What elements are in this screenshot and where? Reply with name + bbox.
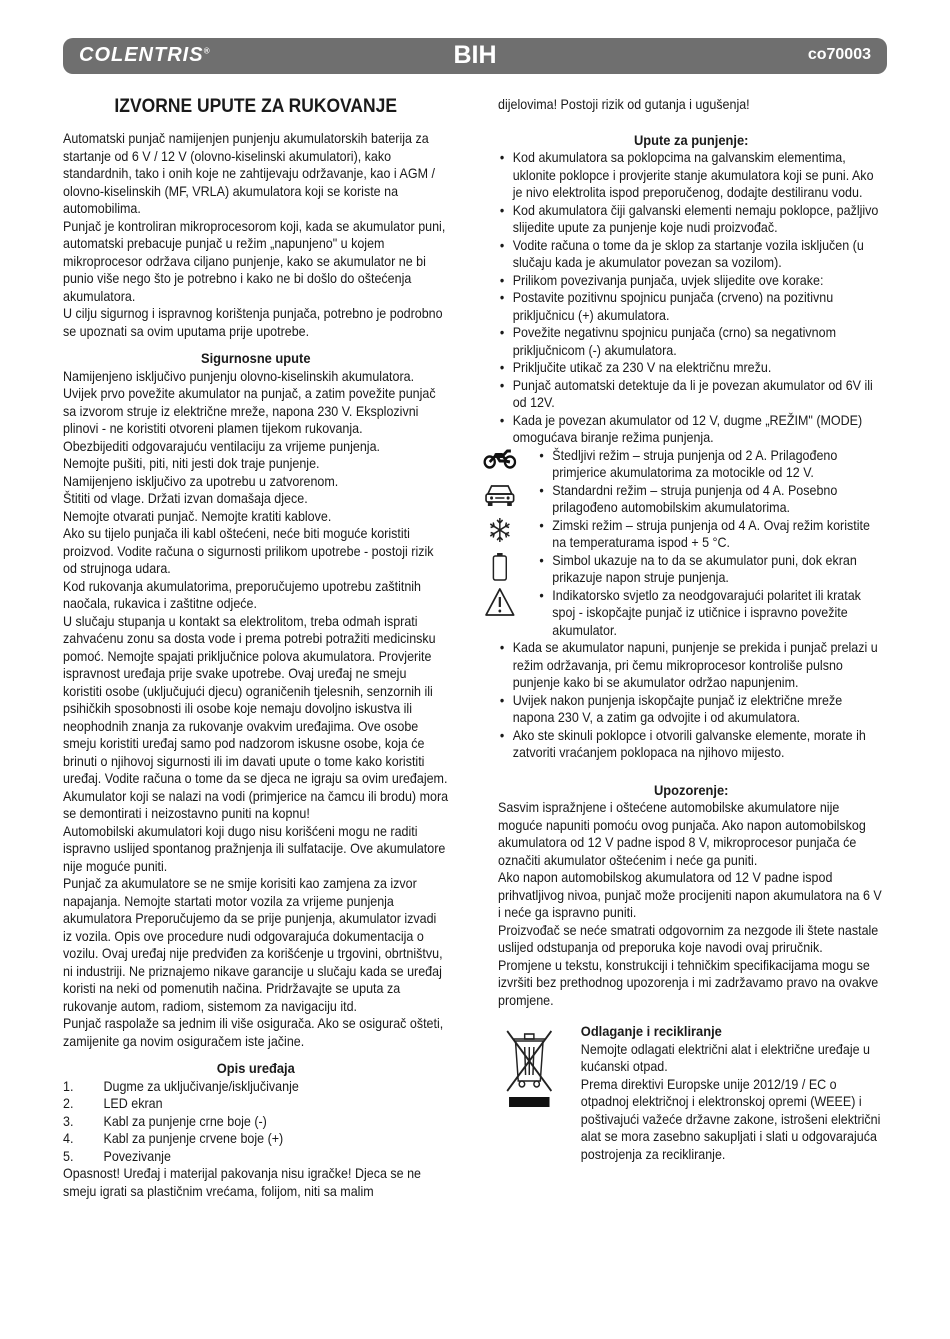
list-item: 4. Kabl za punjenje crvene boje (+) [63,1131,284,1146]
safety-paragraph: Namijenjeno isključivo punjenju olovno-kiselinskih akumulatora. Uvijek prvo povežite akumulator na punjač, a zatim povežite punjač sa izvorom struje iz električne mreže, napona 230 V. Eksplozivni plinovi - ne koristiti otvoreni plamen tijekom rukovanja. [63,368,436,436]
safety-paragraph: Obezbijediti odgovarajuću ventilaciju za vrijeme punjenja. [63,438,381,454]
safety-paragraph: Punjač za akumulatore se ne smije korisiti kao zamjena za izvor napajanja. Nemojte startati motor vozila za vrijeme punjenja akumulatora Preporučujemo da se prije punjenja, akumulator izvadi iz vozila. Opis ove procedure nudi odgovarajuća dokumentacija o vozilu. Ovaj uređaj nije predviđen za korišćenje u trgovini, obrtništvu, ni industriji. Ne priznajemo nikave garancije u slučaju kada se uređaj koristi na neki od pomenutih načina. Pridržavajte se uputa za rukovanje autom, radiom, sistemom za navigaciju itd. [63,876,443,1014]
disposal-paragraph: Prema direktivi Europske unije 2012/19 / EC o otpadnoj električnoj i elektronskoj opremi (WEEE) i poštivajući važeće državne zakone, istrošeni električni alat se mora zasebno sakupljati i slati u odgovarajuća postrojenja za recikliranje. [580,1076,881,1162]
intro-paragraph: Punjač je kontroliran mikroprocesorom koji, kada se akumulator puni, automatski prebacuje punjač u režim „napunjeno" u kojem mikroprocesor održava ciljano punjenje, kako se akumulator ne bi punio više nego što je potrebno i kako ne bi došlo do oštećenja akumulatora. [63,218,446,304]
snowflake-icon [481,517,518,553]
warning-paragraph: Promjene u tekstu, konstrukciji i tehničkim specifikacijama mogu se izvršiti bez prethodnog upozorenja i mi zadržavamo pravo na ovakve promjene. [498,957,879,1008]
continuation-text: dijelovima! Postoji rizik od gutanja i ugušenja! [498,97,750,112]
safety-paragraph: Kod rukovanja akumulatorima, preporučujemo upotrebu zaštitnih naočala, rukavica i zaštitne odjeće. [63,578,422,611]
intro-paragraph: Automatski punjač namijenjen punjenju akumulatorskih baterija za startanje od 6 V / 12 V (olovno-kiselinski akumulatori), kako standardnih, tako i onih koje ne zahtijevaju održavanje, kao i AGM / olovno-kiselinskih (MF, VRLA) akumulatora koji se koriste na automobilima. [63,131,435,216]
description-heading: Opis uređaja [216,1060,295,1076]
right-column [498,96,884,1173]
list-item: 3. Kabl za punjenje crne boje (-) [63,1113,267,1129]
intro-paragraph: U cilju sigurnog i ispravnog korištenja punjača, potrebno je podrobno se upoznati sa ovim uputama prije upotrebe. [63,306,443,339]
disposal-paragraph: Nemojte odlagati električni alat i električne uređaje u kućanski otpad. [580,1041,870,1074]
list-item: • Kada je povezan akumulator od 12 V, dugme „REŽIM" (MODE) omogućava biranje režima punjenja. [498,412,884,447]
list-item: • Kod akumulatora čiji galvanski elementi nemaju poklopce, pažljivo slijedite upute za punjenje koje nudi proizvođač. [498,202,884,237]
safety-paragraph: Ako su tijelo punjača ili kabl oštećeni, neće biti moguće koristiti proizvod. Vodite računa o sigurnosti prilikom upotrebe - postoji rizik od strujnoga udara. [63,526,434,576]
brand-name: COLENTRIS [79,44,204,66]
safety-paragraph: U slučaju stupanja u kontakt sa elektrolitom, treba odmah isprati zahvaćenu zonu sa dosta vode i prema potrebi potražiti medicinsku pomoć. Nemojte spajati priključnice polova akumulatora. Provjerite ispravnost uređaja prije svake upotrebe. Ovaj uređaj ne smeju koristiti osobe (uključujući djecu) ograničenih tjelesnih, senzornih ili psihičkih sposobnosti ili osobe koje nemaju dovoljno iskustva ili neophodnih znanja za rukovanje ovakvim uređajima. Ove osobe smeju koristiti uređaj samo pod nadzorom iskusne osobe, koja će brinuti o njihovoj sigurnosti ili im davati upute o tome kako koristiti uređaj. Vodite računa o tome da se djeca ne igraju sa ovim uređajem. [63,613,448,786]
mode-item-polarity-warning [498,587,884,640]
parts-list [63,1078,448,1166]
crossed-bin-icon [502,1025,557,1109]
warning-heading: Upozorenje: [653,781,729,798]
list-item: 2. LED ekran [63,1096,163,1111]
mode-text: • Zimski režim – struja punjenja od 4 A. Ovaj režim koristite na temperaturama ispod + 5 °C. [539,517,884,552]
list-item: • Vodite računa o tome da je sklop za startanje vozila isključen (u slučaju kada je akumulator povezan sa vozilom). [498,237,884,272]
charging-after-list [498,639,884,762]
mode-text: • Indikatorsko svjetlo za neodgovarajući polaritet ili kratak spoj - iskopčajte punjač iz utičnice i ispravno povežite akumulator. [539,587,884,640]
list-item: • Postavite pozitivnu spojnicu punjača (crveno) na pozitivnu priključnicu (+) akumulatora. [498,289,884,324]
list-item: 1. Dugme za uključivanje/isključivanje [63,1078,299,1094]
list-item: • Povežite negativnu spojnicu punjača (crno) sa negativnom priključnicom (-) akumulatora. [498,324,884,359]
page-header [63,38,887,74]
mode-item-economy [498,447,884,482]
charging-list [498,149,884,447]
mode-text: • Standardni režim – struja punjenja od 4 A. Posebno prilagođeno automobilskim akumulatorima. [539,482,884,517]
disposal-section [498,1023,884,1173]
mode-text: • Simbol ukazuje na to da se akumulator puni, dok ekran prikazuje napon struje punjenja. [539,552,884,587]
disposal-heading: Odlaganje i recikliranje [580,1023,722,1039]
mode-item-winter [498,517,884,552]
list-item: • Kod akumulatora sa poklopcima na galvanskim elementima, uklonite poklopce i provjerite stanje akumulatora koji se puni. Ako je nivo elektrolita ispod preporučenog, dodajte destiliranu vodu. [498,149,884,202]
safety-paragraph: Automobilski akumulatori koji dugo nisu korišćeni mogu ne raditi ispravno uslijed spontanog pražnjenja ili sulfatacije. Ove akumulatore nije moguće puniti. [63,823,446,874]
mode-item-charging-symbol [498,552,884,587]
list-item: • Kada se akumulator napuni, punjenje se prekida i punjač prelazi u režim održavanja, pri čemu mikroprocesor kontroliše pulsno punjenje kako bi se akumulator održao napunjenim. [498,639,884,692]
list-item: • Uvijek nakon punjenja iskopčajte punjač iz električne mreže napona 230 V, a zatim ga odvojite i od akumulatora. [498,692,884,727]
country-code: BIH [453,41,497,69]
list-item: • Priključite utikač za 230 V na električnu mrežu. [498,359,884,377]
document-title: IZVORNE UPUTE ZA RUKOVANJE [114,96,398,117]
motorcycle-icon [481,447,518,483]
car-icon [481,482,518,518]
list-item: • Ako ste skinuli poklopce i otvorili galvanske elemente, morate ih zatvoriti vraćanjem poklopaca na njihovo mijesto. [498,727,884,762]
warning-paragraph: Proizvođač se neće smatrati odgovornim za nezgode ili štete nastale uslijed odstupanja od preporuka koje navodi ovaj priručnik. [498,922,879,955]
battery-icon [481,552,518,588]
mode-item-standard [498,482,884,517]
list-item: 5. Povezivanje [63,1148,171,1164]
list-item: • Prilikom povezivanja punjača, uvjek slijedite ove korake: [498,272,884,290]
safety-paragraph: Nemojte otvarati punjač. Nemojte kratiti kablove. [63,508,332,524]
warning-icon [481,587,518,623]
left-column [63,96,448,1200]
mode-text: • Štedljivi režim – struja punjenja od 2 A. Prilagođeno primjerice akumulatorima za motocikle od 12 V. [539,447,884,482]
product-code: co70003 [807,46,871,63]
safety-paragraph: Punjač raspolaže sa jednim ili više osigurača. Ako se osigurač ošteti, zamijenite ga novim osiguračem iste jačine. [63,1016,444,1049]
warning-paragraph: Ako napon automobilskog akumulatora od 12 V padne ispod prihvatljivog nivoa, punjač može procijeniti napon akumulatora na 6 V i neće ga ispravno puniti. [498,870,882,920]
danger-paragraph: Opasnost! Uređaj i materijal pakovanja nisu igračke! Djeca se ne smeju igrati sa plastičnim vrećama, folijom, niti sa malim [63,1166,422,1199]
safety-heading: Sigurnosne upute [201,350,311,366]
safety-paragraph: Nemojte pušiti, piti, niti jesti dok traje punjenje. [63,456,320,471]
safety-paragraph: Akumulator koji se nalazi na vodi (primjerice na čamcu ili brodu) mora se demontirati i neizostavno puniti na kopnu! [63,788,449,821]
safety-paragraph: Namijenjeno isključivo za upotrebu u zatvorenom. [63,473,339,489]
brand-logo: COLENTRIS® [79,44,211,66]
warning-paragraph: Sasvim ispražnjene i oštećene automobilske akumulatore nije moguće napuniti pomoću ovog punjača. Ako napon automobilskog akumulatora od 12 V padne ispod 8 V, mikroprocesor punjača će označiti akumulator oštećenim i neće ga puniti. [498,800,866,868]
list-item: • Punjač automatski detektuje da li je povezan akumulator od 6V ili od 12V. [498,377,884,412]
charging-heading: Upute za punjenje: [633,131,749,148]
safety-paragraph: Štititi od vlage. Držati izvan domašaja djece. [63,491,308,506]
